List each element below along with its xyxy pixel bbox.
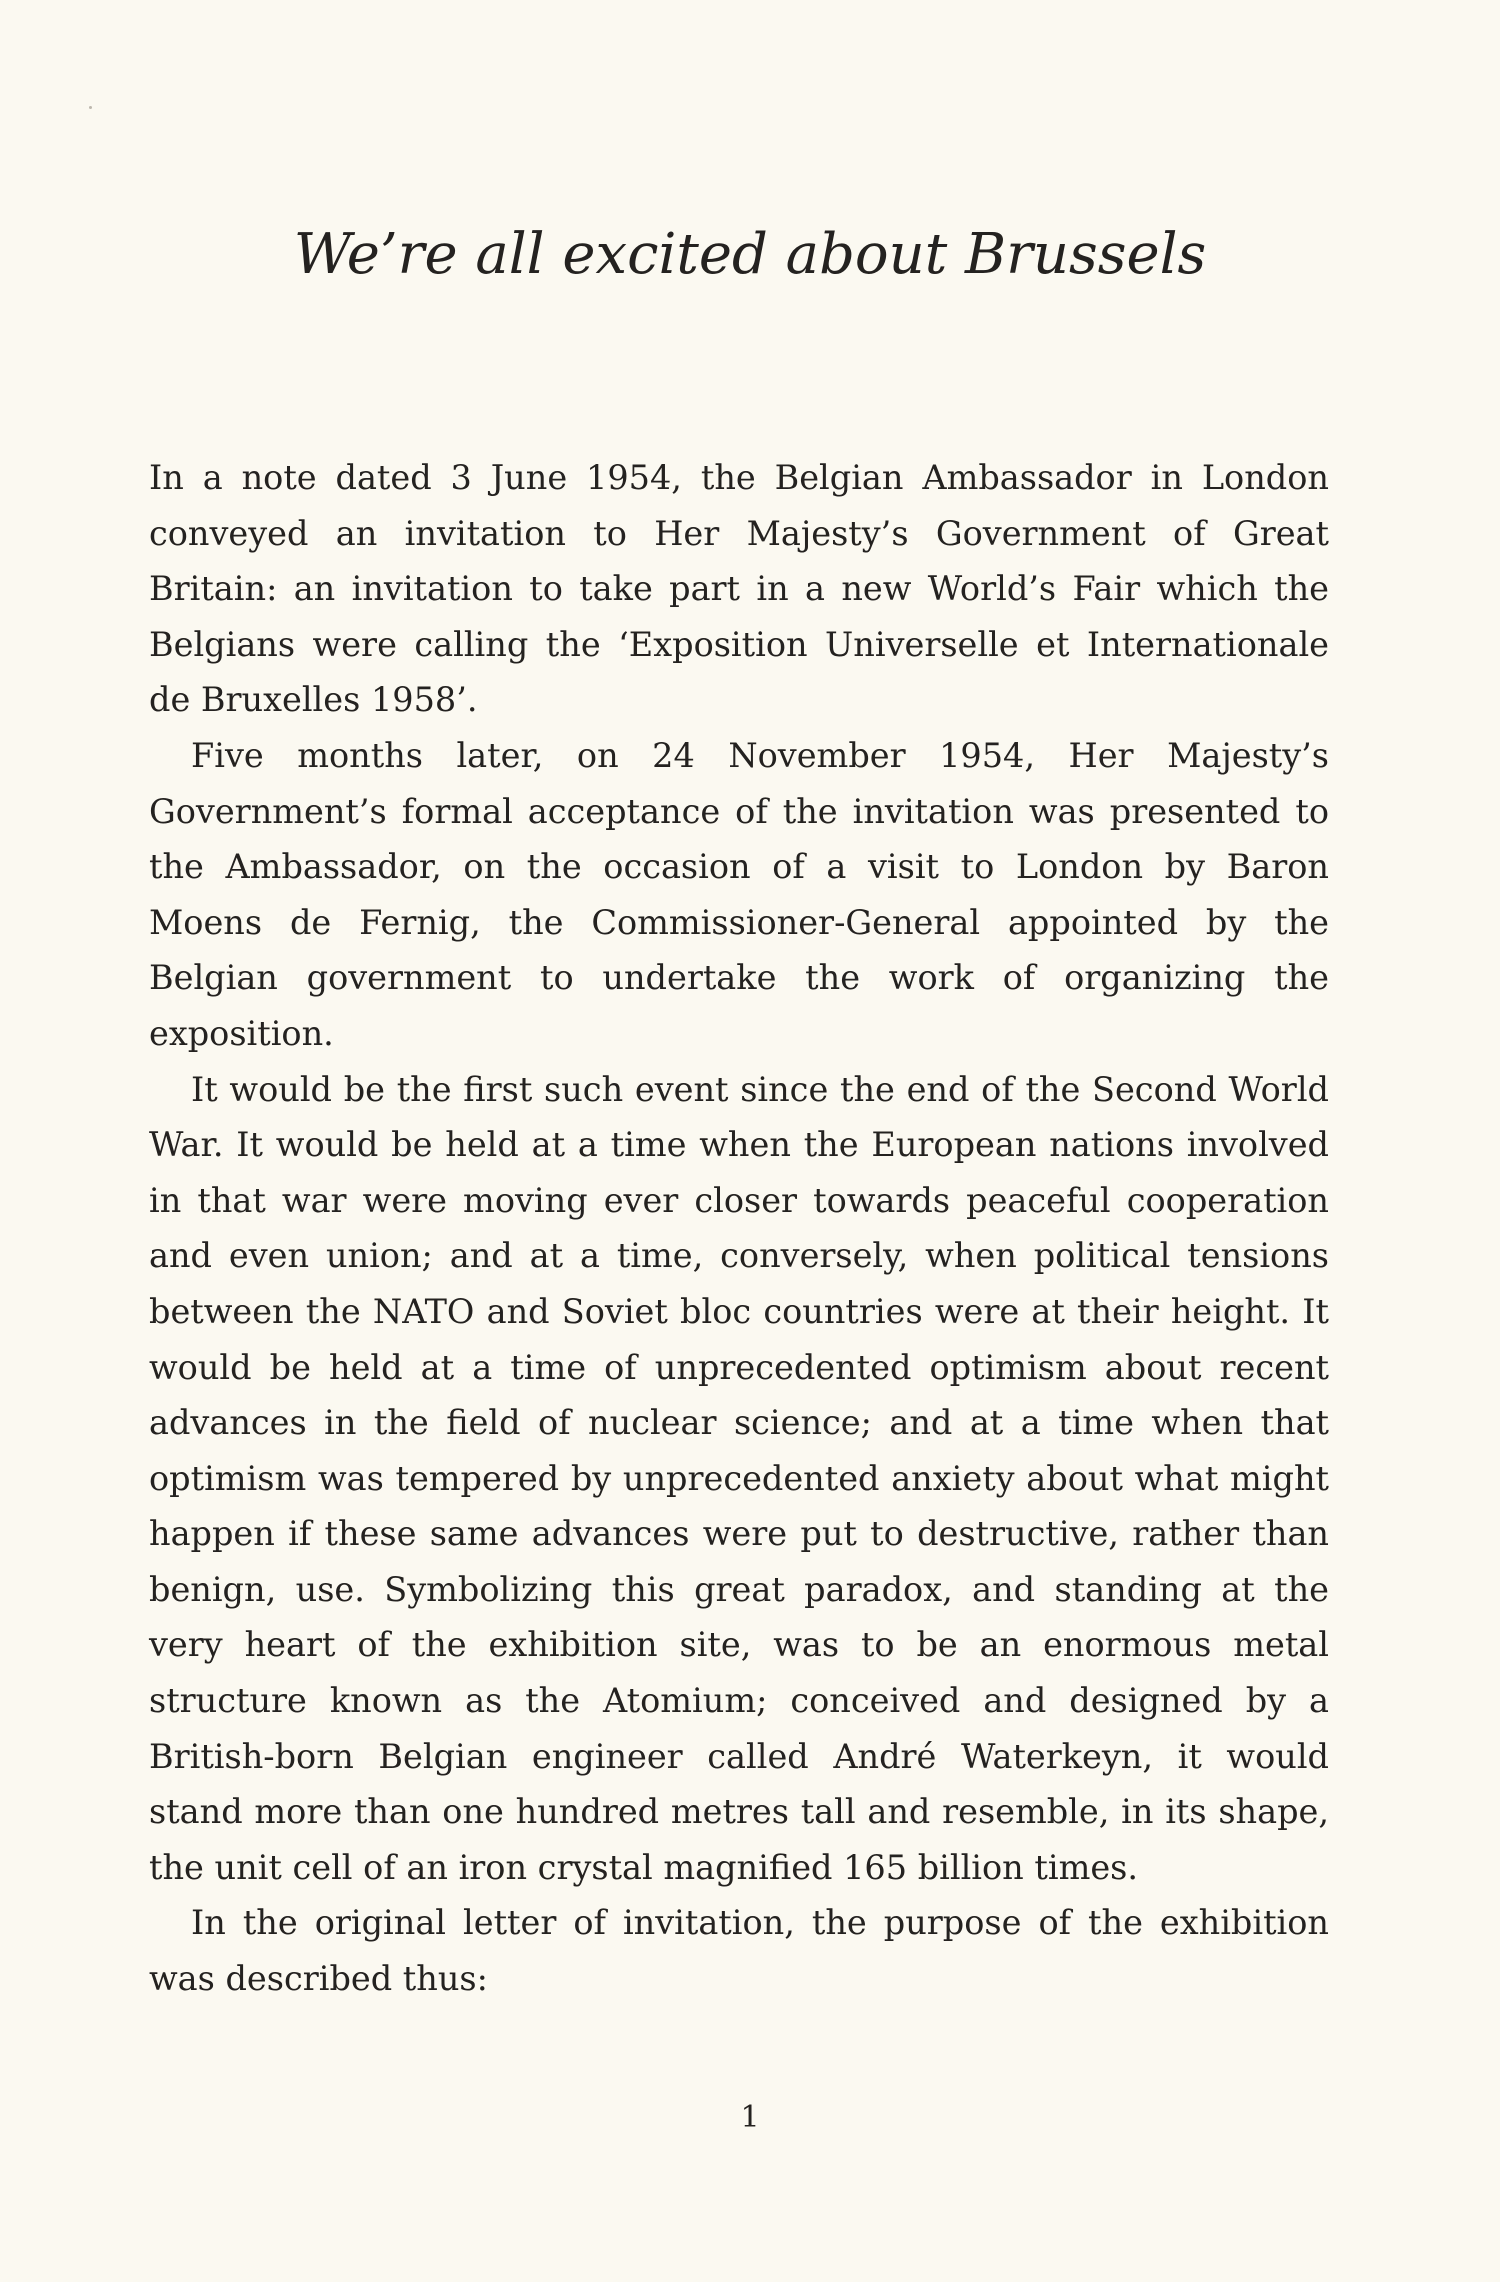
paragraph-3: It would be the first such event since the end of the Second World War. It would be held at a time when the European nations involved in that war were moving ever closer towards peaceful cooperation and even union; and at a time, conversely, when political tensions between the NATO and Soviet bloc countries were at their height. It would be held at a time of unprecedented optimism about recent advances in the field of nuclear science; and at a time when that optimism was tempered by unprecedented anxiety about what might happen if these same advances were put to destructive, rather than benign, use. Symbolizing this great paradox, and standing at the very heart of the exhibition site, was to be an enormous metal structure known as the Atomium; conceived and designed by a British-born Belgian engineer called André Waterkeyn, it would stand more than one hundred metres tall and resemble, in its shape, the unit cell of an iron crystal magnified 165 billion times.: [149, 1069, 1329, 1887]
speck-mark: [89, 106, 92, 109]
chapter-title: We’re all excited about Brussels: [293, 222, 1207, 287]
paragraph-2: Five months later, on 24 November 1954, Her Majesty’s Government’s formal acceptance of the invitation was presented to the Ambassador, on the occasion of a visit to London by Baron Moens de Fernig, the Commissioner-General appointed by the Belgian government to undertake the work of organizing the exposition.: [149, 735, 1329, 1053]
page-number: 1: [740, 2100, 760, 2135]
paragraph-1: In a note dated 3 June 1954, the Belgian Ambassador in London conveyed an invitation to Her Majesty’s Government of Great Britain: an invitation to take part in a new World’s Fair which the Belgians were calling the ‘Exposition Universelle et Internationale de Bruxelles 1958’.: [149, 458, 1329, 720]
body-text: [149, 450, 1329, 2007]
paragraph-4: In the original letter of invitation, the purpose of the exhibition was described thus:: [149, 1903, 1329, 1999]
